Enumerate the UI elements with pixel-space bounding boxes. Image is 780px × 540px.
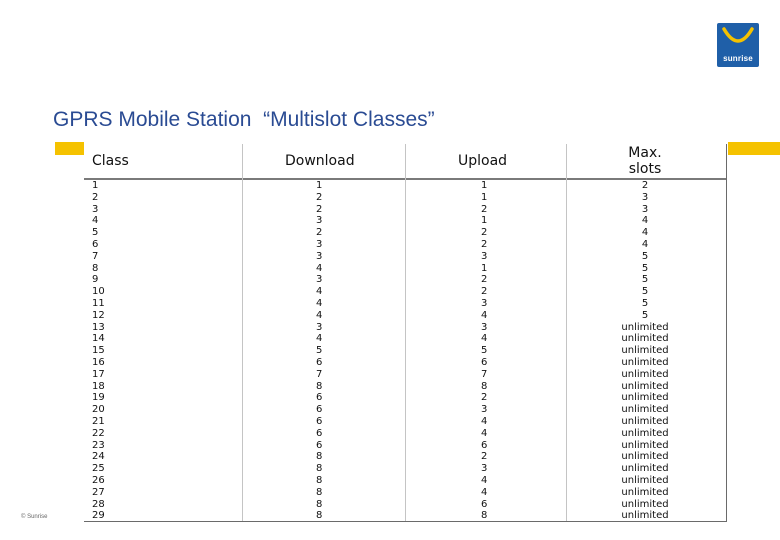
table-cell: 2	[481, 203, 488, 215]
table-cell: 4	[641, 238, 649, 250]
table-cell: 3	[316, 321, 323, 333]
logo-text: sunrise	[723, 54, 753, 63]
table-cell: 14	[92, 333, 105, 345]
table-cell: 1	[481, 180, 488, 191]
table-cell: 8	[316, 486, 323, 498]
table-cell: 2	[481, 392, 488, 404]
table-cell: unlimited	[621, 498, 669, 510]
table-cell: 8	[316, 510, 323, 522]
table-cell: 2	[481, 286, 488, 298]
table-cell: 12	[92, 309, 105, 321]
table-cell: unlimited	[621, 486, 669, 498]
table-cell: 5	[316, 345, 323, 357]
table-cell: 3	[316, 274, 323, 286]
multislot-table	[84, 144, 727, 522]
header-max-slots: Max. slots	[628, 145, 662, 177]
table-cell: 29	[92, 510, 105, 522]
table-cell: 4	[481, 427, 488, 439]
table-cell: 5	[641, 309, 649, 321]
table-cell: 3	[481, 404, 488, 416]
table-cell: 6	[316, 392, 323, 404]
table-cell: 5	[641, 274, 649, 286]
table-cell: 1	[481, 215, 488, 227]
table-cell: 23	[92, 439, 105, 451]
table-cell: unlimited	[621, 380, 669, 392]
header-download: Download	[285, 153, 355, 169]
table-cell: 15	[92, 345, 105, 357]
table-cell: 1	[481, 262, 488, 274]
table-cell: unlimited	[621, 368, 669, 380]
table-cell: 5	[641, 262, 649, 274]
table-cell: unlimited	[621, 356, 669, 368]
table-cell: 5	[641, 286, 649, 298]
table-cell: unlimited	[621, 415, 669, 427]
table-cell: 7	[92, 250, 99, 262]
table-cell: 4	[481, 333, 488, 345]
table-cell: 3	[641, 191, 649, 203]
table-cell: 20	[92, 404, 105, 416]
table-cell: 19	[92, 392, 105, 404]
column-class	[92, 180, 232, 521]
column-download	[316, 180, 336, 521]
table-cell: unlimited	[621, 439, 669, 451]
table-cell: 6	[92, 238, 99, 250]
table-cell: 1	[92, 180, 99, 191]
table-cell: 3	[316, 250, 323, 262]
table-cell: 9	[92, 274, 99, 286]
table-cell: 10	[92, 286, 105, 298]
table-cell: unlimited	[621, 404, 669, 416]
table-cell: 3	[481, 463, 488, 475]
table-cell: unlimited	[621, 427, 669, 439]
table-cell: 7	[481, 368, 488, 380]
sunrise-logo	[717, 23, 759, 67]
column-upload	[481, 180, 501, 521]
column-max-slots	[568, 180, 722, 521]
table-cell: 4	[481, 415, 488, 427]
table-cell: 4	[316, 309, 323, 321]
table-cell: 3	[481, 297, 488, 309]
table-cell: 3	[316, 215, 323, 227]
table-cell: 4	[481, 474, 488, 486]
table-cell: 4	[481, 309, 488, 321]
table-cell: 8	[316, 474, 323, 486]
table-cell: 4	[316, 297, 323, 309]
table-cell: 2	[92, 191, 99, 203]
table-cell: 6	[316, 427, 323, 439]
table-cell: 4	[316, 262, 323, 274]
table-cell: 2	[481, 451, 488, 463]
table-cell: unlimited	[621, 333, 669, 345]
table-cell: 6	[481, 439, 488, 451]
table-cell: 26	[92, 474, 105, 486]
table-cell: 17	[92, 368, 105, 380]
table-cell: 1	[481, 191, 488, 203]
table-cell: unlimited	[621, 392, 669, 404]
table-cell: 18	[92, 380, 105, 392]
table-cell: 3	[92, 203, 99, 215]
table-cell: 2	[641, 180, 649, 191]
table-cell: 6	[316, 356, 323, 368]
table-cell: unlimited	[621, 451, 669, 463]
table-cell: 5	[641, 250, 649, 262]
table-cell: 3	[641, 203, 649, 215]
table-cell: 8	[316, 463, 323, 475]
table-cell: 6	[316, 415, 323, 427]
table-cell: 4	[92, 215, 99, 227]
table-cell: 4	[316, 286, 323, 298]
table-cell: 24	[92, 451, 105, 463]
copyright-footer: © Sunrise	[21, 514, 48, 520]
table-cell: 11	[92, 297, 105, 309]
table-cell: 16	[92, 356, 105, 368]
table-cell: 22	[92, 427, 105, 439]
table-cell: 7	[316, 368, 323, 380]
table-cell: 25	[92, 463, 105, 475]
header-upload: Upload	[458, 153, 508, 169]
table-cell: 8	[481, 380, 488, 392]
table-cell: 3	[481, 250, 488, 262]
table-cell: 5	[641, 297, 649, 309]
table-cell: 2	[481, 274, 488, 286]
page-title: GPRS Mobile Station “Multislot Classes”	[53, 108, 435, 131]
table-cell: 2	[316, 203, 323, 215]
table-cell: 6	[316, 404, 323, 416]
table-cell: unlimited	[621, 321, 669, 333]
table-cell: 2	[316, 227, 323, 239]
table-cell: 6	[316, 439, 323, 451]
table-cell: unlimited	[621, 463, 669, 475]
table-cell: 4	[641, 227, 649, 239]
table-cell: 8	[92, 262, 99, 274]
table-cell: 6	[481, 356, 488, 368]
header-class: Class	[92, 153, 129, 169]
table-cell: 28	[92, 498, 105, 510]
table-cell: unlimited	[621, 510, 669, 522]
table-cell: unlimited	[621, 345, 669, 357]
table-cell: 8	[481, 510, 488, 522]
table-cell: 3	[316, 238, 323, 250]
table-cell: 4	[316, 333, 323, 345]
table-cell: 8	[316, 498, 323, 510]
table-cell: 13	[92, 321, 105, 333]
table-cell: 4	[481, 486, 488, 498]
table-cell: 2	[481, 238, 488, 250]
table-cell: 1	[316, 180, 323, 191]
table-cell: 21	[92, 415, 105, 427]
table-cell: 2	[481, 227, 488, 239]
table-cell: 5	[481, 345, 488, 357]
table-cell: 6	[481, 498, 488, 510]
table-cell: unlimited	[621, 474, 669, 486]
table-cell: 27	[92, 486, 105, 498]
table-cell: 4	[641, 215, 649, 227]
table-cell: 8	[316, 380, 323, 392]
table-cell: 2	[316, 191, 323, 203]
table-cell: 5	[92, 227, 99, 239]
table-cell: 8	[316, 451, 323, 463]
table-cell: 3	[481, 321, 488, 333]
